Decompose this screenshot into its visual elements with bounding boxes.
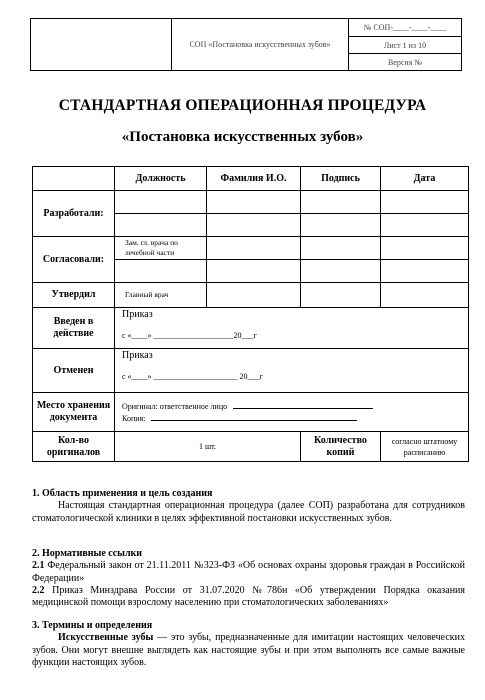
storage-cell: [115, 393, 469, 432]
col-header-signature: Подпись: [301, 167, 381, 191]
header-title: СОП «Постановка искусственных зубов»: [172, 19, 349, 71]
agreed-position: Зам. гл. врача по лечебной части: [115, 237, 207, 260]
header-sheet: Лист 1 из 10: [349, 37, 462, 54]
row-label-cancelled: Отменен: [33, 349, 115, 393]
section-1: [32, 488, 465, 525]
header-blank-cell: [31, 19, 172, 71]
document-title: СТАНДАРТНАЯ ОПЕРАЦИОННАЯ ПРОЦЕДУРА: [58, 97, 427, 114]
row-label-approved: Утвердил: [33, 283, 115, 308]
document-subtitle: «Постановка искусственных зубов»: [121, 129, 364, 145]
row-label-originals-count: Кол-во оригиналов: [33, 432, 115, 462]
section-2-title: 2. Нормативные ссылки: [32, 548, 143, 559]
section-1-title: 1. Область применения и цель создания: [32, 488, 213, 499]
section-1-text: Настоящая стандартная операционная процедура (далее СОП) разработана для сотрудников стоматологической клиники в целях эффективной постановки искусственных зубов.: [32, 500, 465, 524]
introduced-order-label: Приказ: [122, 309, 153, 320]
term-artificial-teeth: Искусственные зубы: [58, 632, 154, 644]
section-2: [32, 548, 465, 609]
section-3-title: 3. Термины и определения: [32, 620, 153, 631]
approved-position: Главный врач: [115, 283, 207, 308]
storage-original-label: Оригинал: ответственное лицо: [122, 402, 228, 411]
approval-table: [32, 166, 469, 462]
cancelled-order-label: Приказ: [122, 350, 153, 361]
col-header-position: Должность: [115, 167, 207, 191]
row-label-agreed: Согласовали:: [33, 237, 115, 283]
introduced-date-line: с «____» ____________________20___г: [122, 331, 257, 340]
copies-count: согласно штатному расписанию: [381, 432, 469, 462]
cancelled-date-line: с «____» _____________________ 20___г: [122, 372, 263, 381]
section-2-item-1: 2.1 Федеральный закон от 21.11.2011 №323-ФЗ «Об основах охраны здоровья граждан в Российской Федерации»: [32, 560, 465, 584]
storage-original-line: [233, 400, 373, 409]
section-3-text: Искусственные зубы — это зубы, предназначенные для имитации настоящих человеческих зубов. Они могут внешне выглядеть как настоящие зубы и при этом выполнять все самые важные функции настоящих зубов.: [32, 632, 465, 668]
row-label-storage: Место хранения документа: [33, 393, 115, 432]
introduced-order-cell: [115, 308, 469, 349]
col-header-name: Фамилия И.О.: [207, 167, 301, 191]
originals-count: 1 шт.: [115, 432, 301, 462]
section-2-item-2: 2.2 Приказ Минздрава России от 31.07.2020 №786н «Об утверждении Порядка оказания медицинской помощи взрослому населению при стоматологических заболеваниях»: [32, 584, 465, 609]
section-3: [32, 620, 465, 669]
header-table: [30, 18, 462, 71]
storage-copy-label: Копия:: [122, 414, 146, 423]
copies-count-label: Количество копий: [301, 432, 381, 462]
header-version: Версия №: [349, 54, 462, 71]
storage-copy-line: [151, 412, 357, 421]
row-label-introduced: Введен в действие: [33, 308, 115, 349]
col-header-date: Дата: [381, 167, 469, 191]
corner-cell: [33, 167, 115, 191]
row-label-developed: Разработали:: [33, 191, 115, 237]
header-sop-number: № СОП-____-____-____: [349, 19, 462, 37]
cancelled-order-cell: [115, 349, 469, 393]
